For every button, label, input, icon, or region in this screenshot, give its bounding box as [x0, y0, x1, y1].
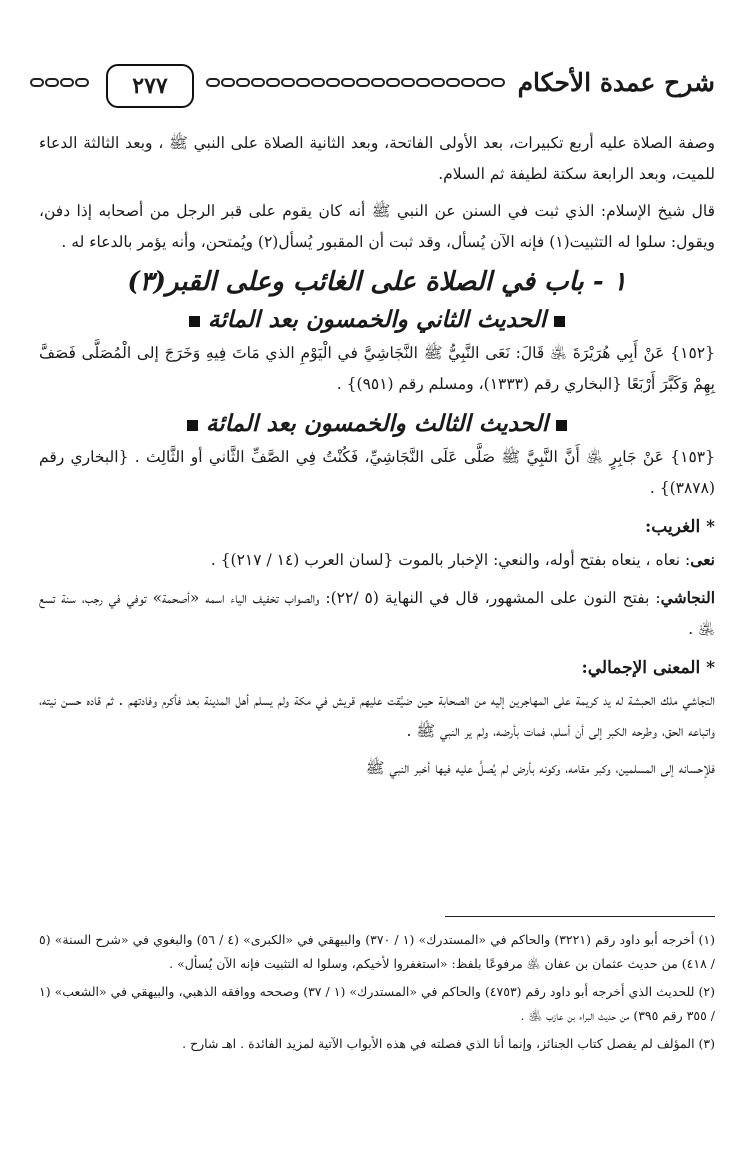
- meaning-paragraph-2: فلإحسانه إلى المسلمين، وكبر مقامه، وكونه بأرض لم يُصلَّ عليه فيها أخبر النبي ﷺ: [365, 759, 715, 777]
- hadith-152-title-text: الحديث الثاني والخمسون بعد المائة: [207, 306, 547, 333]
- decorative-border-ornament: [206, 78, 511, 92]
- hadith-152-text: {١٥٢} عَنْ أَبِي هُرَيْرَةَ ﵁ قَالَ: نَعَى النَّبِيُّ ﷺ النَّجَاشِيَّ في الْيَوْمِ الذي مَاتَ فِيهِ وَخَرَجَ إلى الْمُصَلَّى فَصَفَّ بِهِمْ وَكَبَّرَ أَرْبَعًا {البخاري رقم (١٣٣٣)، ومسلم رقم (٩٥١)} .: [39, 344, 715, 393]
- square-bullet-icon: [554, 316, 565, 327]
- chapter-title: ١ - باب في الصلاة على الغائب وعلى القبر(٣): [127, 267, 627, 297]
- gharib-term-2: النجاشي: [660, 588, 715, 607]
- footnote-divider: [445, 916, 715, 917]
- meaning-heading: * المعنى الإجمالي:: [581, 658, 715, 678]
- meaning-paragraph-1: النجاشي ملك الحبشة له يد كريمة على المهاجرين إليه من الصحابة حين ضيَّقت عليهم قريش في مكة ولم يسلم أهل المدينة بعد فأكرم وفادتهم . ثم قاده حسن نيته، واتباعه الحق، وطرحه الكبر إلى أن أسلم، فمات بأرضه، ولم ير النبي ﷺ .: [39, 691, 715, 740]
- gharib-definition-1: : نعاه ، ينعاه بفتح أوله، والنعي: الإخبار بالموت {لسان العرب (١٤ / ٢١٧)} .: [210, 551, 691, 569]
- paragraph-1: وصفة الصلاة عليه أربع تكبيرات، بعد الأولى الفاتحة، وبعد الثانية الصلاة على النبي ﷺ ، وبعد الثالثة الدعاء للميت، وبعد الرابعة سكتة لطيفة ثم السلام.: [39, 134, 715, 183]
- footnote-1: (١) أخرجه أبو داود رقم (٣٢٢١) والحاكم في «المستدرك» (١ / ٣٧٠) والبيهقي في «الكبرى» (٤ / ٥٦) والبغوي في «شرح السنة» (٥ / ٤١٨) من حديث عثمان بن عفان ﵁ مرفوعًا بلفظ: «استغفروا لأخيكم، وسلوا له التثبيت فإنه الآن يُسأل» .: [39, 932, 715, 971]
- decorative-border-ornament-small: [30, 78, 94, 92]
- gharib-heading: * الغريب:: [645, 517, 715, 537]
- gharib-entry-1: [39, 544, 715, 576]
- hadith-152-title: [39, 302, 715, 338]
- gharib-definition-2: : بفتح النون على المشهور، قال في النهاية (٥ /٢٢): والصواب تخفيف الياء اسمه «أصحمة» توفي في رجب، سنة تسع ﵁ .: [39, 589, 715, 638]
- paragraph-2: قال شيخ الإسلام: الذي ثبت في السنن عن النبي ﷺ أنه كان يقوم على قبر الرجل من أصحابه إذا دفن، ويقول: سلوا له التثبيت(١) فإنه الآن يُسأل، وقد ثبت أن المقبور يُسأل(٢) ويُمتحن، وأنه يؤمر بالدعاء له .: [39, 202, 715, 251]
- book-title: شرح عمدة الأحكام: [517, 68, 715, 97]
- gharib-entry-2: [39, 582, 715, 645]
- footnote-2: (٢) للحديث الذي أخرجه أبو داود رقم (٤٧٥٣) والحاكم في «المستدرك» (١ / ٣٧) وصححه ووافقه الذهبي، والبيهقي في «الشعب» (١ / ٣٥٥ رقم ٣٩٥) من حديث البراء بن عازب ﵁ .: [39, 984, 715, 1023]
- square-bullet-icon: [187, 420, 198, 431]
- square-bullet-icon: [189, 316, 200, 327]
- square-bullet-icon: [556, 420, 567, 431]
- footnote-3: (٣) المؤلف لم يفصل كتاب الجنائز، وإنما أنا الذي فصلته في هذه الأبواب الآتية لمزيد الفائدة . اهـ شارح .: [182, 1036, 715, 1051]
- page-header: [30, 64, 715, 112]
- footnotes: [39, 928, 715, 1060]
- main-text: [39, 128, 715, 784]
- hadith-153-title: [39, 406, 715, 442]
- page-number: ٢٧٧: [106, 64, 194, 108]
- hadith-153-text: {١٥٣} عَنْ جَابِرٍ ﵁ أَنَّ النَّبِيَّ ﷺ صَلَّى عَلَى النَّجَاشِيِّ، فَكُنْتُ فِي الصَّفِّ الثَّاني أو الثَّالِث . {البخاري رقم (٣٨٧٨)} .: [39, 448, 715, 497]
- hadith-153-title-text: الحديث الثالث والخمسون بعد المائة: [205, 410, 549, 437]
- gharib-term-1: نعى: [690, 550, 715, 569]
